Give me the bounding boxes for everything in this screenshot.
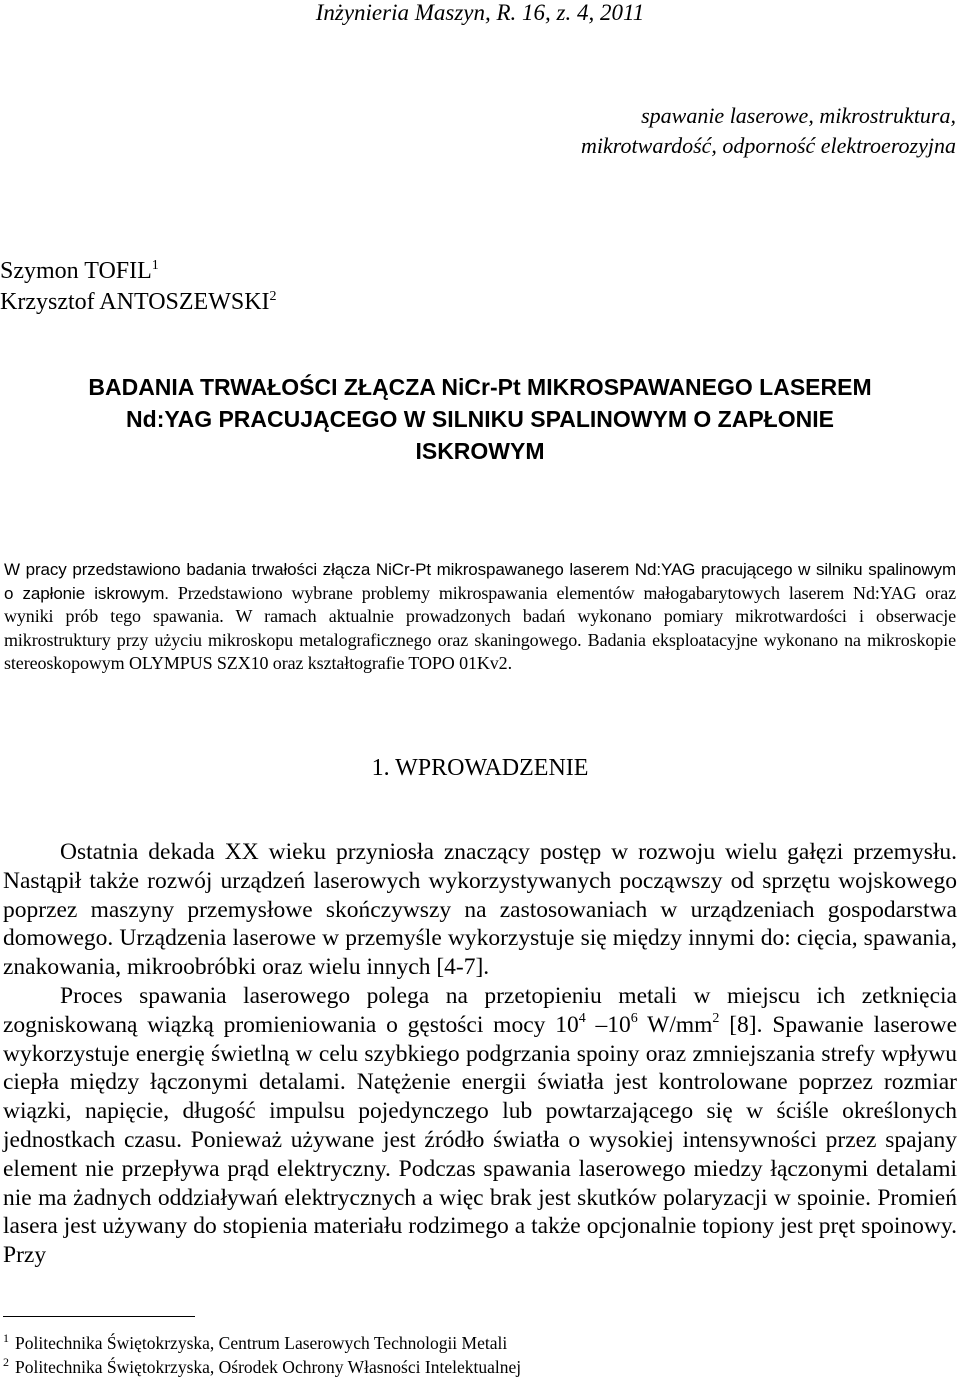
title-line-3: ISKROWYM	[415, 438, 545, 464]
abstract-part-2: Przedstawiono wybrane problemy mikrospawania elementów małogabarytowych laserem Nd:YAG oraz wyniki prób tego spawania. W ramach aktualnie prowadzonych badań wykonano pomiary mikrotwardości i obserwacje mikrostruktury przy użyciu mikroskopu metalograficznego oraz skaningowego. Badania eksploatacyjne wykonano na mikroskopie stereoskopowym OLYMPUS SZX10 oraz kształtografie TOPO 01Kv2.	[4, 582, 956, 673]
superscript: 6	[630, 1010, 638, 1026]
section-heading: 1. WPROWADZENIE	[371, 755, 589, 781]
footnote-text: Politechnika Świętokrzyska, Centrum Laserowych Technologii Metali	[15, 1333, 508, 1353]
footnote-1	[3, 1331, 521, 1355]
superscript: 4	[578, 1010, 586, 1026]
author-1	[0, 256, 277, 287]
footnote-mark: 1	[3, 1331, 9, 1345]
author-affiliation-mark: 1	[151, 258, 159, 273]
author-name: Szymon TOFIL	[0, 258, 152, 284]
abstract	[4, 559, 956, 676]
footnote-divider	[3, 1316, 195, 1317]
paragraph-1: Ostatnia dekada XX wieku przyniosła znaczący postęp w rozwoju wielu gałęzi przemysłu. Nastąpił także rozwój urządzeń laserowych wykorzystywanych począwszy od sprzętu wojskowego poprzez maszyny przemysłowe skończywszy na zastosowaniach w urządzeniach gospodarstwa domowego. Urządzenia laserowe w przemyśle wykorzystuje się między innymi do: cięcia, spawania, znakowania, mikroobróbki oraz wielu innych [4-7].	[3, 839, 957, 981]
abstract-part-1: W pracy przedstawiono badania trwałości złącza NiCr-Pt mikrospawanego laserem Nd:YAG pracującego w silniku spalinowym o zapłonie iskrowym.	[4, 560, 956, 603]
author-name: Krzysztof ANTOSZEWSKI	[0, 289, 270, 315]
superscript: 2	[712, 1010, 720, 1026]
body-text	[3, 838, 957, 1270]
footnote-2	[3, 1355, 521, 1379]
paper-title	[0, 371, 960, 467]
keywords-line-1: spawanie laserowe, mikrostruktura,	[641, 103, 956, 128]
footnote-mark: 2	[3, 1355, 9, 1369]
author-affiliation-mark: 2	[269, 289, 277, 304]
footnotes	[3, 1331, 521, 1379]
paragraph-2: Proces spawania laserowego polega na przetopieniu metali w miejscu ich zetknięcia zogniskowaną wiązką promieniowania o gęstości mocy $10^4$ $-10^6$ $W/mm^2$ [8]. Spawanie laserowe wykorzystuje energię świetlną w celu szybkiego podgrzania spoiny oraz zmniejszania strefy wpływu ciepła między łączonymi detalami. Natężenie energii światła jest kontrolowane poprzez rozmiar wiązki, napięcie, długość impulsu pojedynczego lub powtarzającego się w ściśle określonych jednostkach czasu. Ponieważ używane jest źródło światła o wysokiej intensywności przez spajany element nie przepływa prąd elektryczny. Podczas spawania laserowego miedzy łączonymi detalami nie ma żadnych oddziaływań elektrycznych a więc brak jest skutków polaryzacji w spoinie. Promień lasera jest używany do stopienia materiału rodzimego a także opcjonalnie topiony jest pręt spoinowy. Przy	[3, 982, 957, 1269]
author-2	[0, 287, 277, 318]
running-head: Inżynieria Maszyn, R. 16, z. 4, 2011	[315, 0, 645, 25]
title-line-2: Nd:YAG PRACUJĄCEGO W SILNIKU SPALINOWYM O ZAPŁONIE	[126, 406, 834, 432]
author-list	[0, 256, 277, 318]
keywords	[581, 101, 956, 161]
keywords-line-2: mikrotwardość, odporność elektroerozyjna	[581, 133, 956, 158]
title-line-1: BADANIA TRWAŁOŚCI ZŁĄCZA NiCr-Pt MIKROSPAWANEGO LASEREM	[88, 374, 872, 400]
footnote-text: Politechnika Świętokrzyska, Ośrodek Ochrony Własności Intelektualnej	[15, 1357, 522, 1377]
